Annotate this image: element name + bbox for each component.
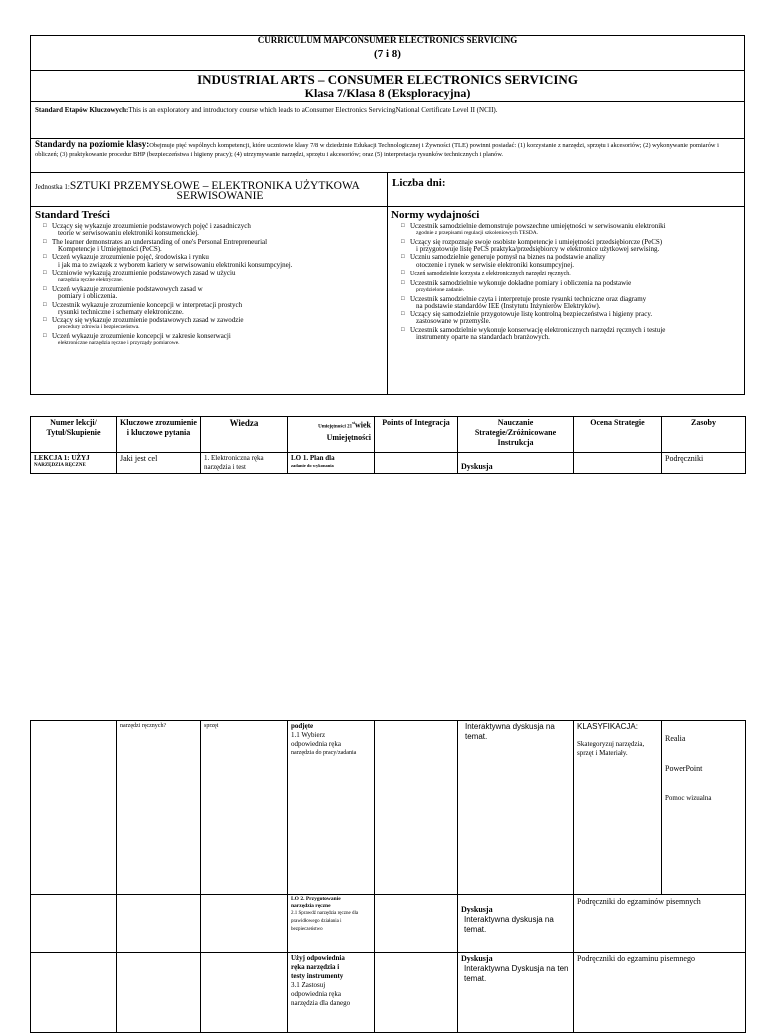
- list-item-text: Uczeń wykazuje zrozumienie pojęć, środowiska i rynku: [52, 253, 209, 262]
- list-item-note: narzędzia ręczne elektryczne.: [58, 277, 123, 284]
- resources-cell: Podręczniki do egzaminów pisemnych: [574, 895, 746, 953]
- list-item-text: Uczący się samodzielnie przygotowuje listę kontrolną bezpieczeństwa i higieny pracy.: [410, 310, 653, 319]
- unit-title-line2: SERWISOWANIE: [176, 190, 264, 202]
- key-stage-text: This is an exploratory and introductory course which leads to aConsumer Electronics ServicingNational Certificate Level II (NCII).: [128, 106, 498, 114]
- skill-subtitle: 2.1 Sprawdź narzędzia ręczne dla prawidłowego działania i bezpieczeństwo: [291, 911, 359, 932]
- content-standard-heading: Standard Treści: [35, 209, 110, 221]
- skills-header-sup: st: [352, 420, 355, 425]
- assessment-text: Skategoryzuj narzędzia, sprzęt i Materiały.: [577, 740, 645, 757]
- skill-title: podjęte: [291, 722, 314, 730]
- list-item-continuation: instrumenty oparte na standardach branżowych.: [416, 333, 550, 342]
- assessment-title: KLASYFIKACJA:: [577, 722, 638, 731]
- resources-cell: Podręczniki: [662, 453, 746, 474]
- strategy-title: Dyskusja: [461, 905, 493, 914]
- unit-label: Jednostka 1:: [35, 183, 70, 191]
- list-item: [40, 301, 380, 316]
- list-item: [398, 279, 743, 294]
- table-row: [31, 453, 746, 474]
- table-row: [31, 721, 746, 895]
- question-cell: [117, 953, 201, 1033]
- resource-item: Realia: [665, 734, 686, 743]
- skill-subtitle: narzędzia do pracy/zadania: [291, 750, 357, 756]
- course-title: INDUSTRIAL ARTS – CONSUMER ELECTRONICS SERVICING: [197, 72, 578, 87]
- table-header-row: [31, 417, 746, 453]
- list-item-continuation: i przygotowuje listę PeCS praktyka/przedsiębiorcy w elektronice użytkowej serwising.: [416, 244, 660, 253]
- divider: [30, 206, 745, 207]
- assessment-cell: [574, 721, 662, 895]
- divider: [30, 70, 745, 71]
- list-item: [40, 269, 380, 284]
- skills-header-line2: Umiejętności: [326, 432, 371, 442]
- question-cell: narzędzi ręcznych?: [117, 721, 201, 895]
- list-item-text: Uczniu samodzielnie generuje pomysł na biznes na podstawie analizy: [410, 253, 606, 262]
- list-item: [40, 285, 380, 300]
- list-item-text: Uczeń wykazuje zrozumienie podstawowych zasad w: [52, 284, 203, 293]
- table-row: [31, 895, 746, 953]
- curriculum-table: [30, 416, 746, 474]
- list-item-text: Uczniowie wykazują zrozumienie podstawowych zasad w użyciu: [52, 269, 236, 278]
- list-item-text: Uczestnik samodzielnie czyta i interpretuje proste rysunki techniczne oraz diagramy: [410, 294, 647, 303]
- list-item-text: Uczący się wykazuje zrozumienie podstawowych pojęć i zasadniczych: [52, 222, 251, 230]
- list-item: [398, 253, 743, 268]
- list-item-note: przydzielone zadanie.: [416, 287, 464, 294]
- content-standard-list: [40, 222, 380, 348]
- strategy-cell: [458, 453, 574, 474]
- list-item-note: zgodnie z przepisami regulacji szkoleniowych TESDA.: [416, 230, 539, 237]
- integration-cell: [375, 953, 458, 1033]
- skill-line: narzędzia dla danego: [291, 999, 351, 1007]
- skills-header-rest: wiek: [355, 420, 371, 430]
- knowledge-cell: 1. Elektroniczna ręka narzędzia i test: [201, 453, 288, 474]
- col-header-resources: Zasoby: [662, 417, 746, 453]
- grade-standards-label: Standardy na poziomie klasy:: [35, 139, 150, 149]
- resources-cell: Podręczniki do egzaminu pisemnego: [574, 953, 746, 1033]
- table-row: [31, 953, 746, 1033]
- list-item-continuation: zastosowane w przemyśle.: [416, 317, 491, 326]
- list-item-text: Uczestnik wykazuje zrozumienie koncepcji w interpretacji prostych: [52, 300, 243, 309]
- list-item-continuation: rysunki techniczne i schematy elektroniczne.: [58, 307, 184, 316]
- course-subtitle: Klasa 7/Klasa 8 (Eksploracyjna): [304, 86, 471, 100]
- integration-cell: [375, 895, 458, 953]
- list-item-text: The learner demonstrates an understanding of one's Personal Entrepreneurial: [52, 237, 268, 246]
- skill-cell: [288, 453, 375, 474]
- list-item-text: Uczestnik samodzielnie wykonuje dokładne pomiary i obliczenia na podstawie: [410, 278, 632, 287]
- strategy-text: Interaktywna dyskusja na temat.: [464, 915, 554, 934]
- grade-standards: [35, 140, 740, 159]
- skill-line: odpowiednia ręka: [291, 740, 341, 748]
- list-item: [40, 332, 380, 347]
- strategy-cell: [458, 895, 574, 953]
- grade-standards-text: Obejmuje pięć wspólnych kompetencji, które uczniowie klasy 7/8 w dziedzinie Edukacji Technologicznej i Żywności (TLE) powinni posiadać: (1) korzystanie z narzędzi, sprzętu i akcesoriów; (2) wykonywanie pomiarów i obliczeń; (3) praktykowanie procedur BHP (bezpieczeństwa i higieny pracy); (4) utrzymywanie narzędzi, sprzętu i akcesoriów; oraz (5) interpretacja rysunków technicznych i planów.: [35, 142, 719, 158]
- skill-cell: [288, 953, 375, 1033]
- list-item: [398, 310, 743, 325]
- assessment-cell: [574, 453, 662, 474]
- list-item-text: Uczeń wykazuje zrozumienie koncepcji w zakresie konserwacji: [52, 331, 231, 340]
- skill-title: LO 1. Plan dla: [291, 454, 335, 462]
- integration-cell: [375, 453, 458, 474]
- col-header-knowledge: Wiedza: [201, 417, 288, 453]
- skill-line: 3.1 Zastosuj: [291, 981, 326, 989]
- resources-cell: [662, 721, 746, 895]
- skills-header-small: Umiejętności 21: [318, 424, 353, 430]
- strategy-text: Interaktywna Dyskusja na ten temat.: [464, 964, 569, 983]
- knowledge-cell: [201, 895, 288, 953]
- lesson-subtitle: NARZĘDZIA RĘCZNE: [34, 463, 86, 468]
- lesson-cell: [31, 953, 117, 1033]
- days-label: Liczba dni:: [392, 177, 446, 189]
- strategy-cell: [458, 721, 574, 895]
- lesson-cell: [31, 453, 117, 474]
- header-grades: (7 i 8): [374, 48, 401, 60]
- strategy-text: Interaktywna dyskusja na temat.: [465, 722, 555, 741]
- list-item-text: Uczestnik samodzielnie demonstruje powszechne umiejętności w serwisowaniu elektroniki: [410, 222, 666, 230]
- skill-line: 1.1 Wybierz: [291, 731, 326, 739]
- list-item: [40, 253, 380, 268]
- list-item-text: Uczeń samodzielnie korzysta z elektronicznych narzędzi ręcznych.: [410, 271, 571, 278]
- skill-cell: [288, 895, 375, 953]
- list-item: [398, 269, 743, 278]
- curriculum-table-continued: [30, 720, 746, 1033]
- strategy-text: Dyskusja: [461, 462, 493, 471]
- lesson-cell: [31, 895, 117, 953]
- strategy-cell: [458, 953, 574, 1033]
- list-item-note: elektroniczne narzędzia ręczne i przyrządy pomiarowe.: [58, 340, 180, 347]
- question-cell: [117, 895, 201, 953]
- list-item-continuation: na podstawie standardów IEE (Instytutu Inżynierów Elektryków).: [416, 301, 601, 310]
- list-item: [40, 316, 380, 331]
- list-item-continuation: teorie w serwisowaniu elektroniki konsumenckiej.: [58, 229, 199, 238]
- list-item-continuation: pomiary i obliczenia.: [58, 292, 118, 301]
- list-item: [398, 326, 743, 341]
- list-item-note: procedury zdrowia i bezpieczeństwa.: [58, 324, 140, 331]
- col-header-strategies: Nauczanie Strategie/Zróżnicowane Instrukcja: [458, 417, 574, 453]
- list-item-continuation: Kompetencje i Umiejętności (PeCS).: [58, 244, 162, 253]
- knowledge-cell: [201, 953, 288, 1033]
- performance-heading: Normy wydajności: [391, 209, 480, 221]
- col-header-assessment: Ocena Strategie: [574, 417, 662, 453]
- list-item: [40, 222, 380, 237]
- skill-cell: [288, 721, 375, 895]
- performance-list: [398, 222, 743, 342]
- list-item-text: Uczący się rozpoznaje swoje osobiste kompetencje i umiejętności przedsiębiorcze (PeCS): [410, 237, 663, 246]
- divider: [30, 101, 745, 102]
- resource-item: Pomoc wizualna: [665, 794, 712, 802]
- question-cell: Jaki jest cel: [117, 453, 201, 474]
- list-item-text: Uczący się wykazuje zrozumienie podstawowych zasad w zawodzie: [52, 316, 244, 325]
- key-stage-label: Standard Etapów Kluczowych:: [35, 106, 129, 114]
- col-header-understanding: Kluczowe zrozumienie i kluczowe pytania: [117, 417, 201, 453]
- skill-line: odpowiednia ręka: [291, 990, 341, 998]
- strategy-title: Dyskusja: [461, 954, 493, 963]
- list-item-continuation: otoczenie i rynek w serwisie elektroniki konsumpcyjnej.: [416, 260, 575, 269]
- skill-title: LO 2. Przygotowanie: [291, 896, 341, 902]
- knowledge-cell: sprzęt: [201, 721, 288, 895]
- unit-title-line1: SZTUKI PRZEMYSŁOWE – ELEKTRONIKA UŻYTKOWA: [69, 180, 360, 192]
- list-item: [40, 238, 380, 253]
- list-item-continuation: i jak ma to związek z wyborem kariery w serwisowaniu elektroniki konsumpcyjnej.: [58, 260, 293, 269]
- col-header-lesson: Numer lekcji/ Tytuł/Skupienie: [31, 417, 117, 453]
- list-item: [398, 222, 743, 237]
- key-stage-standard: [35, 106, 740, 115]
- resource-item: PowerPoint: [665, 764, 703, 773]
- col-header-integration: Points of Integracja: [375, 417, 458, 453]
- col-header-skills: [288, 417, 375, 453]
- header-title: CURRICULUM MAPCONSUMER ELECTRONICS SERVICING: [257, 35, 518, 45]
- integration-cell: [375, 721, 458, 895]
- lesson-cell: [31, 721, 117, 895]
- skill-title: Użyj odpowiednia ręka narzędzia i testy instrumenty: [291, 954, 345, 980]
- skill-subtitle: zadanie do wykonania: [291, 463, 334, 468]
- skill-line: narzędzia ręczne: [291, 903, 331, 909]
- lesson-title: LEKCJA 1: UŻYJ: [34, 454, 90, 462]
- list-item: [398, 295, 743, 310]
- list-item-text: Uczestnik samodzielnie wykonuje konserwację elektronicznych narzędzi ręcznych i testuje: [410, 325, 666, 334]
- list-item: [398, 238, 743, 253]
